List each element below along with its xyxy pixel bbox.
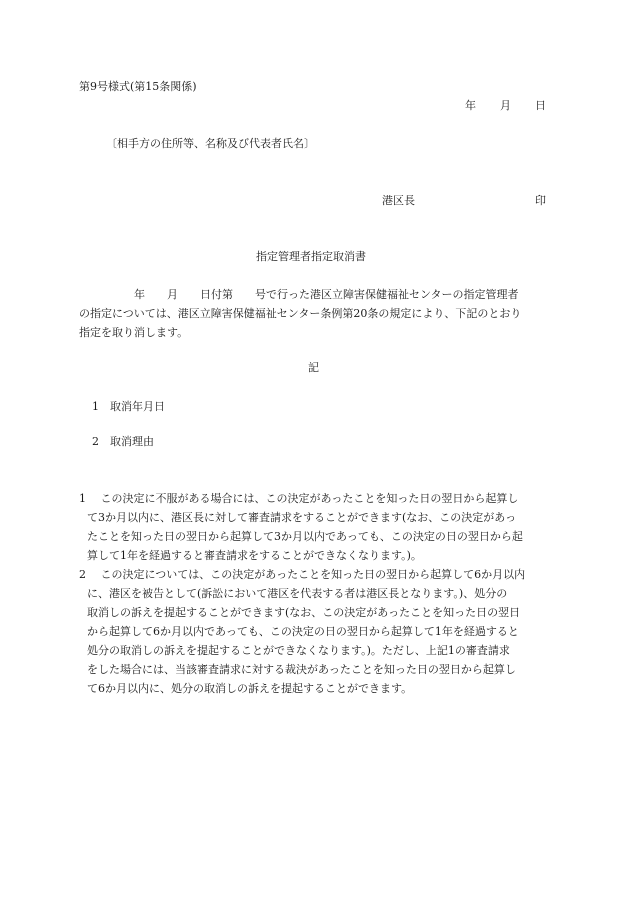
note-line: 算して1年を経過すると審査請求をすることができなくなります。)。	[87, 549, 422, 562]
note-line: に、港区を被告として(訴訟において港区を代表する者は港区長となります。)、処分の	[87, 587, 508, 600]
note-1	[79, 489, 559, 565]
note-line: たことを知った日の翌日から起算して3か月以内であっても、この決定の日の翌日から起	[87, 530, 523, 543]
note-line: て6か月以内に、処分の取消しの訴えを提起することができます。	[87, 682, 413, 695]
date-month: 月	[500, 99, 511, 112]
item-number: 2	[92, 435, 99, 448]
body-line: 年 月 日付第 号で行った港区立障害保健福祉センターの指定管理者	[79, 288, 519, 301]
issuer-name: 港区長	[382, 194, 415, 207]
item-number: 1	[92, 400, 99, 413]
note-line: て3か月以内に、港区長に対して審査請求をすることができます(なお、この決定があっ	[87, 511, 517, 524]
date-year: 年	[465, 99, 476, 112]
seal-mark: 印	[535, 194, 546, 207]
note-line: 取消しの訴えを提起することができます(なお、この決定があったことを知った日の翌日	[87, 606, 521, 619]
note-line: から起算して6か月以内であっても、この決定の日の翌日から起算して1年を経過すると	[87, 625, 519, 638]
body-line: の指定については、港区立障害保健福祉センター条例第20条の規定により、下記のとおり	[79, 307, 522, 320]
item-label: 取消年月日	[110, 400, 165, 413]
item-label: 取消理由	[110, 435, 154, 448]
note-line: 処分の取消しの訴えを提起することができなくなります。)。ただし、上記1の審査請求	[87, 644, 510, 657]
recipient: 〔相手方の住所等、名称及び代表者氏名〕	[106, 137, 315, 150]
body-line: 指定を取り消します。	[79, 326, 189, 339]
note-line: この決定については、この決定があったことを知った日の翌日から起算して6か月以内	[100, 568, 526, 581]
note-line: をした場合には、当該審査請求に対する裁決があったことを知った日の翌日から起算し	[87, 663, 516, 676]
note-line: この決定に不服がある場合には、この決定があったことを知った日の翌日から起算し	[100, 492, 519, 505]
note-2	[79, 565, 559, 698]
form-label: 第9号様式(第15条関係)	[79, 80, 197, 93]
note-number: 2	[79, 568, 86, 581]
body-paragraph	[79, 285, 555, 342]
note-number: 1	[79, 492, 86, 505]
ki-heading: 記	[308, 361, 319, 374]
date-day: 日	[535, 99, 546, 112]
document-title: 指定管理者指定取消書	[256, 250, 366, 263]
